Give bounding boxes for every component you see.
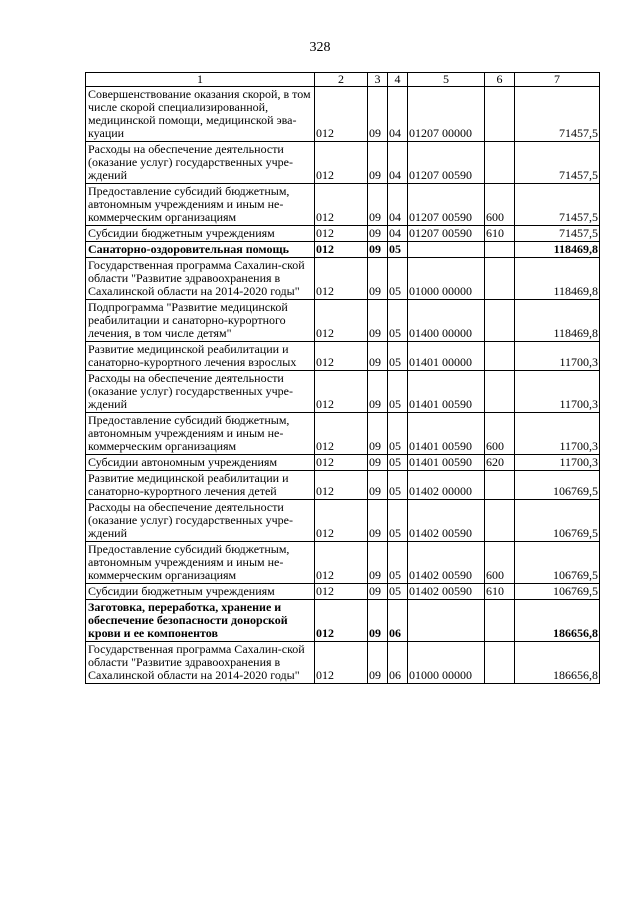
ministry-code-cell: 012 xyxy=(315,342,368,371)
row-name-cell: Государственная программа Сахалин-ской области "Развитие здравоохранения в Сахалинской области на 2014-2020 годы" xyxy=(86,642,315,684)
expense-type-cell xyxy=(485,471,515,500)
amount-cell: 118469,8 xyxy=(515,242,600,258)
row-name-cell: Заготовка, переработка, хранение и обеспечение безопасности донорской крови и ее компонентов xyxy=(86,600,315,642)
ministry-code-cell: 012 xyxy=(315,413,368,455)
subsection-code-cell: 04 xyxy=(388,87,408,142)
target-article-cell xyxy=(408,600,485,642)
column-header: 7 xyxy=(515,73,600,87)
row-name-cell: Развитие медицинской реабилитации и санаторно-курортного лечения взрослых xyxy=(86,342,315,371)
section-code-cell: 09 xyxy=(368,87,388,142)
ministry-code-cell: 012 xyxy=(315,500,368,542)
target-article-cell: 01207 00590 xyxy=(408,226,485,242)
subsection-code-cell: 05 xyxy=(388,500,408,542)
target-article-cell: 01401 00590 xyxy=(408,455,485,471)
subsection-code-cell: 05 xyxy=(388,300,408,342)
table-row xyxy=(86,184,600,226)
table-row xyxy=(86,226,600,242)
row-name-cell: Субсидии бюджетным учреждениям xyxy=(86,226,315,242)
table-row xyxy=(86,642,600,684)
expense-type-cell xyxy=(485,342,515,371)
amount-cell: 118469,8 xyxy=(515,300,600,342)
table-row xyxy=(86,371,600,413)
expense-type-cell xyxy=(485,300,515,342)
target-article-cell: 01400 00000 xyxy=(408,300,485,342)
section-code-cell: 09 xyxy=(368,300,388,342)
target-article-cell: 01402 00590 xyxy=(408,542,485,584)
amount-cell: 71457,5 xyxy=(515,142,600,184)
amount-cell: 71457,5 xyxy=(515,226,600,242)
amount-cell: 11700,3 xyxy=(515,455,600,471)
table-row xyxy=(86,242,600,258)
row-name-cell: Совершенствование оказания скорой, в том числе скорой специализированной, медицинской помощи, медицинской эва-куации xyxy=(86,87,315,142)
section-code-cell: 09 xyxy=(368,500,388,542)
subsection-code-cell: 04 xyxy=(388,184,408,226)
target-article-cell: 01401 00000 xyxy=(408,342,485,371)
ministry-code-cell: 012 xyxy=(315,258,368,300)
expense-type-cell: 600 xyxy=(485,542,515,584)
target-article-cell: 01401 00590 xyxy=(408,371,485,413)
subsection-code-cell: 06 xyxy=(388,600,408,642)
amount-cell: 71457,5 xyxy=(515,184,600,226)
ministry-code-cell: 012 xyxy=(315,226,368,242)
table-row xyxy=(86,413,600,455)
column-header: 6 xyxy=(485,73,515,87)
expense-type-cell: 620 xyxy=(485,455,515,471)
row-name-cell: Государственная программа Сахалин-ской области "Развитие здравоохранения в Сахалинской области на 2014-2020 годы" xyxy=(86,258,315,300)
row-name-cell: Расходы на обеспечение деятельности (оказание услуг) государственных учре-ждений xyxy=(86,371,315,413)
ministry-code-cell: 012 xyxy=(315,371,368,413)
column-header: 3 xyxy=(368,73,388,87)
expense-type-cell xyxy=(485,142,515,184)
table-row xyxy=(86,600,600,642)
target-article-cell: 01402 00590 xyxy=(408,500,485,542)
section-code-cell: 09 xyxy=(368,184,388,226)
table-row xyxy=(86,471,600,500)
section-code-cell: 09 xyxy=(368,226,388,242)
ministry-code-cell: 012 xyxy=(315,184,368,226)
subsection-code-cell: 06 xyxy=(388,642,408,684)
page-number: 328 xyxy=(309,40,331,55)
amount-cell: 11700,3 xyxy=(515,371,600,413)
ministry-code-cell: 012 xyxy=(315,142,368,184)
ministry-code-cell: 012 xyxy=(315,542,368,584)
column-header: 5 xyxy=(408,73,485,87)
subsection-code-cell: 05 xyxy=(388,371,408,413)
expense-type-cell xyxy=(485,258,515,300)
amount-cell: 71457,5 xyxy=(515,87,600,142)
row-name-cell: Субсидии автономным учреждениям xyxy=(86,455,315,471)
row-name-cell: Предоставление субсидий бюджетным, автономным учреждениям и иным не-коммерческим организациям xyxy=(86,413,315,455)
section-code-cell: 09 xyxy=(368,471,388,500)
row-name-cell: Расходы на обеспечение деятельности (оказание услуг) государственных учре-ждений xyxy=(86,500,315,542)
expense-type-cell: 610 xyxy=(485,584,515,600)
column-header: 1 xyxy=(86,73,315,87)
amount-cell: 11700,3 xyxy=(515,342,600,371)
section-code-cell: 09 xyxy=(368,413,388,455)
header-row xyxy=(86,73,600,87)
expense-type-cell xyxy=(485,600,515,642)
subsection-code-cell: 04 xyxy=(388,142,408,184)
subsection-code-cell: 05 xyxy=(388,455,408,471)
table-row xyxy=(86,542,600,584)
ministry-code-cell: 012 xyxy=(315,87,368,142)
amount-cell: 186656,8 xyxy=(515,642,600,684)
target-article-cell: 01401 00590 xyxy=(408,413,485,455)
amount-cell: 118469,8 xyxy=(515,258,600,300)
target-article-cell: 01207 00000 xyxy=(408,87,485,142)
amount-cell: 186656,8 xyxy=(515,600,600,642)
expense-type-cell: 600 xyxy=(485,184,515,226)
subsection-code-cell: 05 xyxy=(388,342,408,371)
expense-type-cell: 610 xyxy=(485,226,515,242)
target-article-cell: 01207 00590 xyxy=(408,184,485,226)
column-header: 2 xyxy=(315,73,368,87)
table-row xyxy=(86,584,600,600)
row-name-cell: Субсидии бюджетным учреждениям xyxy=(86,584,315,600)
section-code-cell: 09 xyxy=(368,584,388,600)
section-code-cell: 09 xyxy=(368,371,388,413)
ministry-code-cell: 012 xyxy=(315,584,368,600)
row-name-cell: Расходы на обеспечение деятельности (оказание услуг) государственных учре-ждений xyxy=(86,142,315,184)
table-row xyxy=(86,300,600,342)
column-header: 4 xyxy=(388,73,408,87)
target-article-cell: 01207 00590 xyxy=(408,142,485,184)
amount-cell: 106769,5 xyxy=(515,471,600,500)
subsection-code-cell: 05 xyxy=(388,584,408,600)
ministry-code-cell: 012 xyxy=(315,471,368,500)
expense-type-cell xyxy=(485,87,515,142)
row-name-cell: Подпрограмма "Развитие медицинской реабилитации и санаторно-курортного лечения, в том числе детям" xyxy=(86,300,315,342)
table-row xyxy=(86,142,600,184)
expense-type-cell: 600 xyxy=(485,413,515,455)
ministry-code-cell: 012 xyxy=(315,455,368,471)
row-name-cell: Развитие медицинской реабилитации и санаторно-курортного лечения детей xyxy=(86,471,315,500)
amount-cell: 106769,5 xyxy=(515,584,600,600)
ministry-code-cell: 012 xyxy=(315,600,368,642)
section-code-cell: 09 xyxy=(368,600,388,642)
table-row xyxy=(86,455,600,471)
section-code-cell: 09 xyxy=(368,142,388,184)
subsection-code-cell: 05 xyxy=(388,258,408,300)
amount-cell: 106769,5 xyxy=(515,542,600,584)
subsection-code-cell: 05 xyxy=(388,471,408,500)
expense-type-cell xyxy=(485,642,515,684)
target-article-cell: 01000 00000 xyxy=(408,642,485,684)
ministry-code-cell: 012 xyxy=(315,642,368,684)
table-row xyxy=(86,258,600,300)
subsection-code-cell: 05 xyxy=(388,242,408,258)
amount-cell: 106769,5 xyxy=(515,500,600,542)
expense-type-cell xyxy=(485,242,515,258)
expense-type-cell xyxy=(485,371,515,413)
row-name-cell: Предоставление субсидий бюджетным, автономным учреждениям и иным не-коммерческим организациям xyxy=(86,542,315,584)
subsection-code-cell: 05 xyxy=(388,542,408,584)
target-article-cell: 01000 00000 xyxy=(408,258,485,300)
row-name-cell: Предоставление субсидий бюджетным, автономным учреждениям и иным не-коммерческим организациям xyxy=(86,184,315,226)
table-row xyxy=(86,342,600,371)
section-code-cell: 09 xyxy=(368,542,388,584)
target-article-cell xyxy=(408,242,485,258)
table-row xyxy=(86,500,600,542)
subsection-code-cell: 04 xyxy=(388,226,408,242)
section-code-cell: 09 xyxy=(368,455,388,471)
section-code-cell: 09 xyxy=(368,242,388,258)
ministry-code-cell: 012 xyxy=(315,300,368,342)
expense-type-cell xyxy=(485,500,515,542)
row-name-cell: Санаторно-оздоровительная помощь xyxy=(86,242,315,258)
ministry-code-cell: 012 xyxy=(315,242,368,258)
target-article-cell: 01402 00590 xyxy=(408,584,485,600)
subsection-code-cell: 05 xyxy=(388,413,408,455)
table-row xyxy=(86,87,600,142)
budget-table xyxy=(85,72,600,684)
section-code-cell: 09 xyxy=(368,258,388,300)
target-article-cell: 01402 00000 xyxy=(408,471,485,500)
section-code-cell: 09 xyxy=(368,642,388,684)
section-code-cell: 09 xyxy=(368,342,388,371)
amount-cell: 11700,3 xyxy=(515,413,600,455)
